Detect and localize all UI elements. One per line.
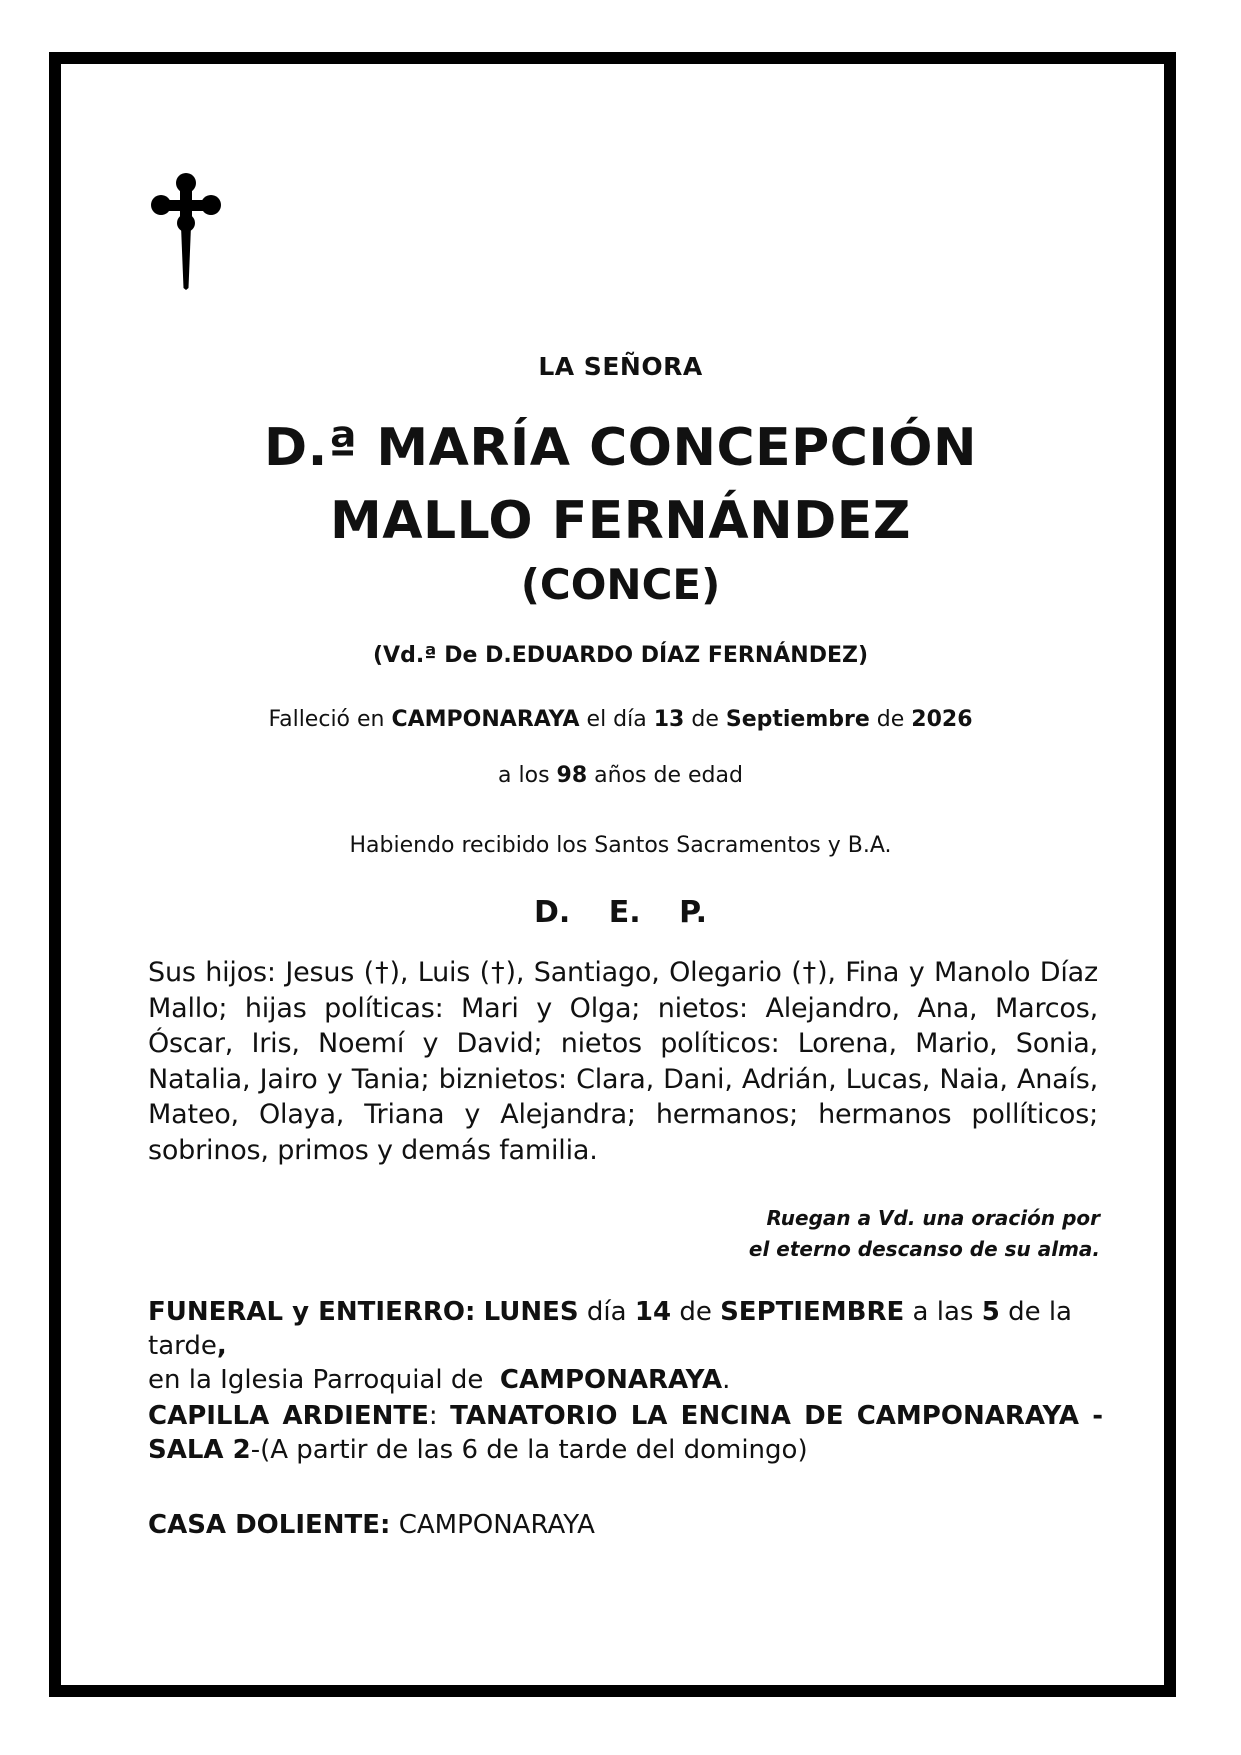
funeral-label: FUNERAL y ENTIERRO: (148, 1297, 476, 1327)
prayer-request (749, 1203, 1100, 1265)
age-years: 98 (556, 763, 588, 788)
deceased-nickname: (CONCE) (520, 560, 721, 609)
death-day-label: el día (586, 707, 647, 732)
death-prefix: Falleció en (268, 707, 385, 732)
capilla-colon: : (428, 1401, 438, 1431)
age-suffix: años de edad (594, 763, 743, 788)
age-statement (0, 763, 1241, 788)
capilla-label: CAPILLA ARDIENTE (148, 1401, 429, 1431)
dep-initials: D. E. P. (534, 895, 707, 930)
funeral-month: SEPTIEMBRE (720, 1297, 905, 1327)
funeral-day: 14 (634, 1297, 672, 1327)
heading: LA SEÑORA (538, 352, 703, 381)
capilla-place: TANATORIO LA ENCINA DE CAMPONARAYA - SALA 2 (148, 1401, 1104, 1465)
age-prefix: a los (498, 763, 550, 788)
casa-value: CAMPONARAYA (398, 1510, 595, 1540)
casa-label: CASA DOLIENTE: (148, 1510, 391, 1540)
cross-icon (150, 172, 222, 290)
death-month: Septiembre (725, 707, 870, 732)
funeral-time-label: a las (912, 1297, 974, 1327)
funeral-comma: , (216, 1331, 227, 1361)
deceased-name-line1: D.ª MARÍA CONCEPCIÓN (264, 418, 977, 478)
funeral-end: . (722, 1365, 731, 1395)
funeral-hour: 5 (981, 1297, 1000, 1327)
deceased-name-line2: MALLO FERNÁNDEZ (330, 491, 911, 551)
casa-doliente-info (148, 1508, 1103, 1542)
funeral-place-prefix: en la Iglesia Parroquial de (148, 1365, 484, 1395)
widow-of: (Vd.ª De D.EDUARDO DÍAZ FERNÁNDEZ) (372, 643, 868, 668)
funeral-of: de (679, 1297, 712, 1327)
prayer-line2: el eterno descanso de su alma. (748, 1237, 1100, 1261)
prayer-line1: Ruegan a Vd. una oración por (766, 1206, 1100, 1230)
family-list: Sus hijos: Jesus (†), Luis (†), Santiago, Olegario (†), Fina y Manolo Díaz Mallo; hijas políticas: Mari y Olga; nietos: Alejandro, Ana, Marcos, Óscar, Iris, Noemí y David; nietos políticos: Lorena, Mario, Sonia, Natalia, Jairo y Tania; biznietos: Clara, Dani, Adrián, Lucas, Naia, Anaís, Mateo, Olaya, Triana y Alejandra; hermanos; hermanos pollíticos; sobrinos, primos y demás familia. (148, 957, 1098, 1166)
capilla-note: -(A partir de las 6 de la tarde del domingo) (250, 1435, 808, 1465)
death-day: 13 (653, 707, 685, 732)
funeral-info (148, 1295, 1103, 1397)
death-of1: de (691, 707, 719, 732)
funeral-day-label: día (586, 1297, 627, 1327)
sacraments-statement: Habiendo recibido los Santos Sacramentos y B.A. (349, 833, 892, 858)
death-statement (0, 707, 1241, 732)
funeral-time-suffix: de la tarde (148, 1297, 1072, 1361)
death-year: 2026 (911, 707, 973, 732)
death-of2: de (876, 707, 905, 732)
funeral-place: CAMPONARAYA (499, 1365, 723, 1395)
death-place: CAMPONARAYA (391, 707, 580, 732)
funeral-weekday: LUNES (483, 1297, 579, 1327)
capilla-info (148, 1399, 1103, 1467)
